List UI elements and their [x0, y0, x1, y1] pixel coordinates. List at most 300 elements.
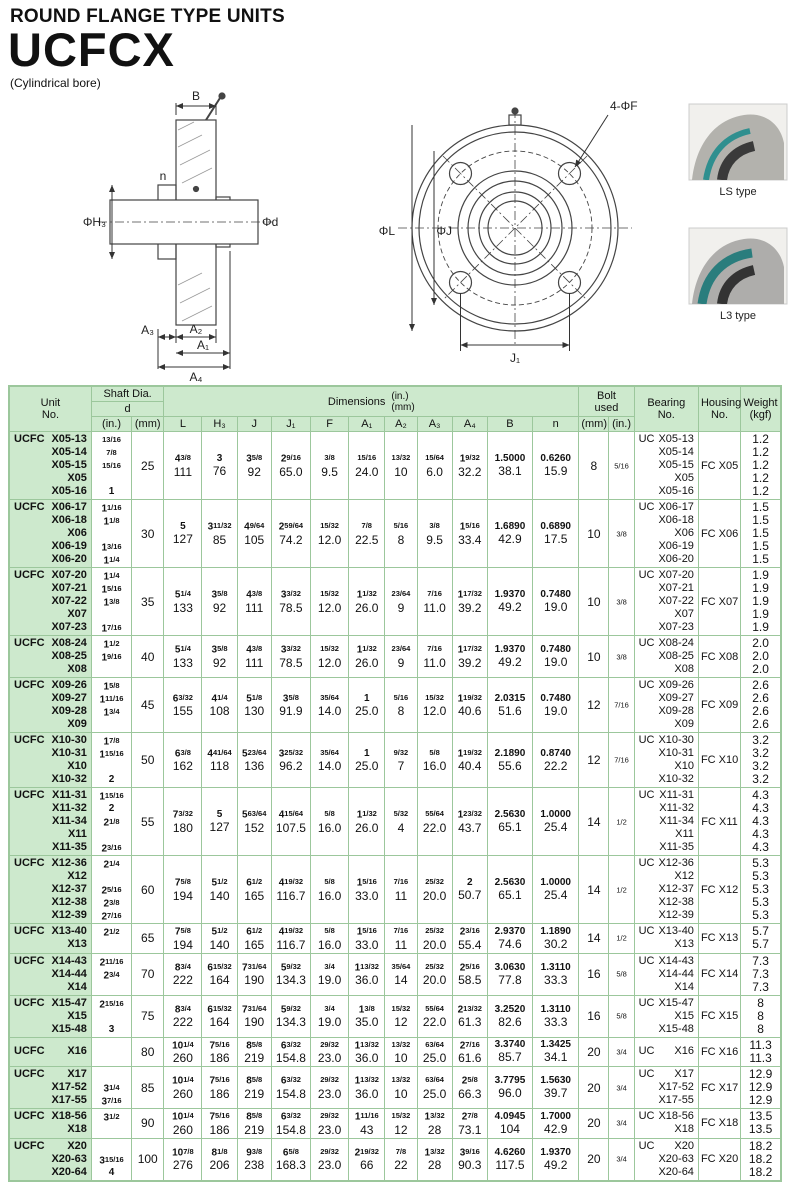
- dim-a3-cell: 3/8 9.5: [417, 500, 452, 568]
- col-header-F: F: [311, 417, 349, 432]
- bearing-no-line: X05-15: [658, 459, 694, 471]
- dim-a4-cell: 39/16 90.3: [452, 1138, 487, 1181]
- dim-b-cell: 2.1890 55.6: [487, 733, 532, 788]
- shaft-dia-in-cell: 13/16 7/8 15/16 1: [91, 432, 131, 500]
- dim-j-cell: 731/64 190: [237, 953, 271, 995]
- housing-no-cell: FC X16: [698, 1037, 740, 1067]
- dim-j-cell: 85/8 219: [237, 1067, 271, 1109]
- bearing-no-line: X17-55: [658, 1094, 694, 1106]
- bolt-in-cell: 7/16: [609, 678, 634, 733]
- dim-j1-cell: 35/8 91.9: [271, 678, 310, 733]
- side-view-drawing: [98, 93, 272, 325]
- dim-j-cell: 61/2 165: [237, 856, 271, 924]
- dim-a1-cell: 15/16 33.0: [349, 924, 385, 954]
- unit-no-cell: [9, 1138, 91, 1181]
- shaft-dia-mm-cell: 85: [132, 1067, 164, 1109]
- bolt-mm-cell: 16: [579, 953, 609, 995]
- bearing-no-line: UC X11-31: [638, 789, 694, 801]
- dim-l-cell: 101/4 260: [164, 1037, 202, 1067]
- bolt-mm-cell: 8: [579, 432, 609, 500]
- dim-a4-cell: 119/32 40.4: [452, 733, 487, 788]
- dim-a4-cell: 19/32 32.2: [452, 432, 487, 500]
- bolt-mm-cell: 10: [579, 500, 609, 568]
- bolt-in-cell: 3/8: [609, 636, 634, 678]
- dim-f-cell: 3/4 19.0: [311, 953, 349, 995]
- bearing-no-line: UC X18-56: [638, 1110, 694, 1123]
- unit-no-line: X12-38: [51, 896, 87, 908]
- col-header-d-mm: (mm): [132, 417, 164, 432]
- dim-f-cell: 29/32 23.0: [311, 1138, 349, 1181]
- dim-a2-cell: 7/16 11: [385, 924, 417, 954]
- unit-no-cell: [9, 995, 91, 1037]
- dim-a1-cell: 11/32 26.0: [349, 788, 385, 856]
- table-row: [9, 924, 781, 954]
- unit-no-line: X07: [67, 608, 87, 620]
- dim-f-cell: 3/4 19.0: [311, 995, 349, 1037]
- bearing-no-cell: [634, 1109, 698, 1139]
- unit-no-line: X11-32: [52, 802, 87, 814]
- bolt-mm-cell: 10: [579, 568, 609, 636]
- dim-h3-cell: 51/2 140: [202, 924, 237, 954]
- dim-label-d: Φd: [262, 215, 279, 229]
- shaft-dia-in-cell: 315/16 4: [91, 1138, 131, 1181]
- dim-l-cell: 5 127: [164, 500, 202, 568]
- bearing-no-cell: [634, 500, 698, 568]
- unit-no-line: X10-32: [51, 773, 87, 785]
- housing-no-cell: FC X07: [698, 568, 740, 636]
- dim-a2-cell: 13/32 10: [385, 432, 417, 500]
- bolt-mm-cell: 16: [579, 995, 609, 1037]
- unit-no-cell: [9, 788, 91, 856]
- dim-j-cell: 51/8 130: [237, 678, 271, 733]
- bearing-no-cell: [634, 1067, 698, 1109]
- unit-no-line: X05-14: [51, 446, 87, 458]
- dim-j-cell: 43/8 111: [237, 568, 271, 636]
- unit-no-line: X13: [67, 938, 87, 951]
- dim-j-cell: 85/8 219: [237, 1109, 271, 1139]
- unit-no-cell: [9, 432, 91, 500]
- unit-no-cell: [9, 636, 91, 678]
- dim-a3-cell: 15/32 12.0: [417, 678, 452, 733]
- dim-b-cell: 1.9370 49.2: [487, 636, 532, 678]
- dim-label-a1: A₁: [196, 338, 210, 352]
- dim-n-cell: 1.3110 33.3: [533, 953, 579, 995]
- col-header-A3: A₃: [417, 417, 452, 432]
- unit-no-cell: [9, 733, 91, 788]
- table-row: [9, 678, 781, 733]
- dim-j1-cell: 29/16 65.0: [271, 432, 310, 500]
- dim-a4-cell: 23/16 55.4: [452, 924, 487, 954]
- bolt-in-cell: 5/8: [609, 953, 634, 995]
- table-row: [9, 1067, 781, 1109]
- bearing-no-line: X10: [674, 760, 694, 772]
- shaft-dia-in-cell: 31/2: [91, 1109, 131, 1139]
- dim-a3-cell: 25/32 20.0: [417, 856, 452, 924]
- col-header-bolt-in: (in.): [609, 417, 634, 432]
- shaft-dia-mm-cell: 60: [132, 856, 164, 924]
- technical-drawings: [0, 85, 790, 385]
- bearing-no-line: X07-21: [658, 582, 694, 594]
- dim-l-cell: 43/8 111: [164, 432, 202, 500]
- dim-n-cell: 0.7480 19.0: [533, 678, 579, 733]
- bearing-no-cell: [634, 953, 698, 995]
- bolt-in-cell: 1/2: [609, 924, 634, 954]
- dim-j-cell: 43/8 111: [237, 636, 271, 678]
- spec-table-body: [9, 432, 781, 1181]
- table-row: [9, 1109, 781, 1139]
- bearing-no-cell: [634, 924, 698, 954]
- table-row: [9, 953, 781, 995]
- weight-cell: 11.3 11.3: [741, 1037, 781, 1067]
- dim-j1-cell: 63/32 154.8: [271, 1037, 310, 1067]
- dim-f-cell: 15/32 12.0: [311, 636, 349, 678]
- col-header-dimensions: Dimensions (in.) (mm): [164, 386, 579, 417]
- bolt-mm-cell: 14: [579, 856, 609, 924]
- dim-j1-cell: 259/64 74.2: [271, 500, 310, 568]
- unit-no-line: X07-22: [51, 595, 87, 607]
- unit-no-line: UCFC X20: [14, 1139, 87, 1152]
- dim-f-cell: 29/32 23.0: [311, 1067, 349, 1109]
- bearing-no-line: X06: [674, 527, 694, 539]
- table-row: [9, 788, 781, 856]
- bearing-no-cell: [634, 568, 698, 636]
- unit-no-line: X14: [67, 980, 87, 993]
- unit-no-cell: [9, 953, 91, 995]
- dim-h3-cell: 51/2 140: [202, 856, 237, 924]
- shaft-dia-mm-cell: 35: [132, 568, 164, 636]
- bolt-in-cell: 3/4: [609, 1138, 634, 1181]
- shaft-dia-mm-cell: 45: [132, 678, 164, 733]
- dim-h3-cell: 35/8 92: [202, 568, 237, 636]
- dim-l-cell: 51/4 133: [164, 636, 202, 678]
- bearing-no-line: X09-28: [658, 705, 694, 717]
- dim-a4-cell: 117/32 39.2: [452, 568, 487, 636]
- unit-no-line: X05: [67, 472, 87, 484]
- unit-no-line: X08: [67, 663, 87, 675]
- bolt-in-cell: 7/16: [609, 733, 634, 788]
- unit-no-line: X06: [67, 527, 87, 539]
- bolt-in-cell: 3/4: [609, 1037, 634, 1067]
- dim-j-cell: 93/8 238: [237, 1138, 271, 1181]
- bolt-mm-cell: 12: [579, 678, 609, 733]
- bearing-no-line: X17-52: [658, 1081, 694, 1093]
- dim-a1-cell: 219/32 66: [349, 1138, 385, 1181]
- col-header-J1: J₁: [271, 417, 310, 432]
- bearing-no-line: X12-38: [658, 896, 694, 908]
- bearing-no-line: X08-25: [658, 650, 694, 662]
- col-header-bearing-no: Bearing No.: [634, 386, 698, 432]
- dim-j-cell: 49/64 105: [237, 500, 271, 568]
- dim-h3-cell: 41/4 108: [202, 678, 237, 733]
- shaft-dia-mm-cell: 30: [132, 500, 164, 568]
- table-row: [9, 995, 781, 1037]
- bearing-no-line: X06-19: [658, 540, 694, 552]
- unit-no-line: X10-31: [51, 747, 87, 759]
- dim-label-b: B: [191, 89, 201, 103]
- bearing-no-line: UC X06-17: [638, 501, 694, 513]
- shaft-dia-mm-cell: 80: [132, 1037, 164, 1067]
- dim-l-cell: 51/4 133: [164, 568, 202, 636]
- bearing-no-line: X05: [674, 472, 694, 484]
- col-header-A2: A₂: [385, 417, 417, 432]
- unit-no-line: X05-15: [51, 459, 87, 471]
- bearing-no-cell: [634, 678, 698, 733]
- col-header-B: B: [487, 417, 532, 432]
- dim-label-a3: A₃: [141, 323, 154, 337]
- unit-no-cell: [9, 1109, 91, 1139]
- dim-a3-cell: 15/64 6.0: [417, 432, 452, 500]
- dim-n-cell: 0.8740 22.2: [533, 733, 579, 788]
- bearing-no-cell: [634, 995, 698, 1037]
- dim-l-cell: 101/4 260: [164, 1067, 202, 1109]
- bearing-no-line: X10-32: [658, 773, 694, 785]
- dim-h3-cell: 35/8 92: [202, 636, 237, 678]
- dim-f-cell: 35/64 14.0: [311, 678, 349, 733]
- shaft-dia-mm-cell: 100: [132, 1138, 164, 1181]
- bearing-no-cell: [634, 636, 698, 678]
- bolt-in-cell: 3/8: [609, 500, 634, 568]
- dim-b-cell: 2.9370 74.6: [487, 924, 532, 954]
- shaft-dia-in-cell: 21/2: [91, 924, 131, 954]
- dim-a1-cell: 15/16 24.0: [349, 432, 385, 500]
- dim-a2-cell: 5/16 8: [385, 678, 417, 733]
- dim-a3-cell: 55/64 22.0: [417, 788, 452, 856]
- shaft-dia-mm-cell: 55: [132, 788, 164, 856]
- bearing-no-cell: [634, 856, 698, 924]
- bearing-no-line: X05-14: [658, 446, 694, 458]
- bearing-no-line: X13: [674, 938, 694, 951]
- dim-b-cell: 3.0630 77.8: [487, 953, 532, 995]
- dim-a4-cell: 123/32 43.7: [452, 788, 487, 856]
- unit-no-cell: [9, 1067, 91, 1109]
- ls-type-caption: LS type: [719, 186, 757, 198]
- bearing-no-line: X06-20: [658, 553, 694, 565]
- page-title: UCFCX: [8, 23, 175, 76]
- unit-no-line: X06-18: [51, 514, 87, 526]
- bolt-in-cell: 1/2: [609, 856, 634, 924]
- bearing-no-line: UC X14-43: [638, 954, 694, 967]
- dim-a2-cell: 13/32 10: [385, 1037, 417, 1067]
- weight-cell: 5.7 5.7: [741, 924, 781, 954]
- col-header-J: J: [237, 417, 271, 432]
- dim-j-cell: 61/2 165: [237, 924, 271, 954]
- dim-j1-cell: 63/32 154.8: [271, 1109, 310, 1139]
- dim-j1-cell: 59/32 134.3: [271, 995, 310, 1037]
- dim-l-cell: 83/4 222: [164, 953, 202, 995]
- shaft-dia-mm-cell: 75: [132, 995, 164, 1037]
- bearing-no-cell: [634, 1037, 698, 1067]
- col-header-unit-no: Unit No.: [9, 386, 91, 432]
- weight-cell: 2.0 2.0 2.0: [741, 636, 781, 678]
- unit-no-line: X08-25: [51, 650, 87, 662]
- dim-a1-cell: 11/32 26.0: [349, 636, 385, 678]
- shaft-dia-mm-cell: 65: [132, 924, 164, 954]
- bearing-no-line: X18: [674, 1123, 694, 1136]
- unit-no-line: X14-44: [51, 967, 87, 980]
- shaft-dia-in-cell: 21/4 25/16 23/8 27/16: [91, 856, 131, 924]
- col-header-A1: A₁: [349, 417, 385, 432]
- dim-label-a2: A₂: [189, 322, 203, 336]
- bearing-no-line: X12-37: [658, 883, 694, 895]
- unit-no-cell: [9, 568, 91, 636]
- bearing-no-line: X10-31: [658, 747, 694, 759]
- bolt-mm-cell: 10: [579, 636, 609, 678]
- col-header-shaft-dia: Shaft Dia.: [91, 386, 163, 402]
- dim-j1-cell: 59/32 134.3: [271, 953, 310, 995]
- housing-no-cell: FC X15: [698, 995, 740, 1037]
- dim-h3-cell: 311/32 85: [202, 500, 237, 568]
- weight-cell: 2.6 2.6 2.6 2.6: [741, 678, 781, 733]
- dim-h3-cell: 615/32 164: [202, 995, 237, 1037]
- bearing-no-line: X20-64: [658, 1165, 694, 1178]
- housing-no-cell: FC X18: [698, 1109, 740, 1139]
- shaft-dia-in-cell: 115/16 2 21/8 23/16: [91, 788, 131, 856]
- dim-a2-cell: 13/32 10: [385, 1067, 417, 1109]
- bolt-mm-cell: 14: [579, 788, 609, 856]
- page-subtitle: (Cylindrical bore): [10, 76, 101, 90]
- bearing-no-line: X07-22: [658, 595, 694, 607]
- col-header-d: d: [91, 402, 163, 417]
- dim-a3-cell: 13/32 28: [417, 1109, 452, 1139]
- dim-a2-cell: 7/8 22: [385, 1138, 417, 1181]
- unit-no-line: X18: [67, 1123, 87, 1136]
- shaft-dia-in-cell: 215/16 3: [91, 995, 131, 1037]
- unit-no-line: UCFC X11-31: [14, 789, 87, 801]
- dim-a1-cell: 15/16 33.0: [349, 856, 385, 924]
- col-header-n: n: [533, 417, 579, 432]
- unit-no-line: X11-35: [52, 841, 87, 853]
- dim-l-cell: 101/4 260: [164, 1109, 202, 1139]
- col-header-L: L: [164, 417, 202, 432]
- shaft-dia-in-cell: 11/16 11/8 13/16 11/4: [91, 500, 131, 568]
- dim-a1-cell: 113/32 36.0: [349, 1037, 385, 1067]
- dim-n-cell: 1.0000 25.4: [533, 856, 579, 924]
- dim-f-cell: 15/32 12.0: [311, 500, 349, 568]
- dim-j1-cell: 33/32 78.5: [271, 636, 310, 678]
- dim-h3-cell: 81/8 206: [202, 1138, 237, 1181]
- unit-no-line: X09: [67, 718, 87, 730]
- dim-a4-cell: 27/8 73.1: [452, 1109, 487, 1139]
- unit-no-line: UCFC X07-20: [14, 569, 87, 581]
- dim-f-cell: 15/32 12.0: [311, 568, 349, 636]
- dim-j1-cell: 415/64 107.5: [271, 788, 310, 856]
- dim-f-cell: 5/8 16.0: [311, 856, 349, 924]
- bolt-in-cell: 5/16: [609, 432, 634, 500]
- dim-n-cell: 0.6890 17.5: [533, 500, 579, 568]
- bearing-no-line: X11: [675, 828, 694, 840]
- bearing-no-line: X14-44: [658, 967, 694, 980]
- dim-a2-cell: 35/64 14: [385, 953, 417, 995]
- unit-no-cell: [9, 678, 91, 733]
- unit-no-line: UCFC X13-40: [14, 925, 87, 938]
- dim-label-phij: ΦJ: [436, 224, 452, 238]
- table-row: [9, 733, 781, 788]
- unit-no-line: X20-64: [51, 1165, 87, 1178]
- shaft-dia-in-cell: 211/16 23/4: [91, 953, 131, 995]
- bearing-no-line: X12: [674, 870, 694, 882]
- dim-h3-cell: 5 127: [202, 788, 237, 856]
- housing-no-cell: FC X17: [698, 1067, 740, 1109]
- dim-n-cell: 1.7000 42.9: [533, 1109, 579, 1139]
- dim-label-a4: A₄: [189, 370, 203, 384]
- unit-no-line: X06-19: [51, 540, 87, 552]
- unit-no-line: X09-28: [51, 705, 87, 717]
- housing-no-cell: FC X11: [698, 788, 740, 856]
- dim-n-cell: 1.9370 49.2: [533, 1138, 579, 1181]
- bearing-no-line: UC X12-36: [638, 857, 694, 869]
- bearing-no-line: UC X05-13: [638, 433, 694, 445]
- unit-no-cell: [9, 856, 91, 924]
- unit-no-line: X15-48: [51, 1022, 87, 1035]
- bearing-no-line: X06-18: [658, 514, 694, 526]
- spec-table: [8, 385, 782, 1182]
- dim-a2-cell: 7/16 11: [385, 856, 417, 924]
- dim-j1-cell: 325/32 96.2: [271, 733, 310, 788]
- dim-a4-cell: 119/32 40.6: [452, 678, 487, 733]
- front-view-drawing: [398, 108, 632, 347]
- dim-a1-cell: 13/8 35.0: [349, 995, 385, 1037]
- table-header: [9, 386, 781, 432]
- dim-a1-cell: 7/8 22.5: [349, 500, 385, 568]
- dim-a4-cell: 25/8 66.3: [452, 1067, 487, 1109]
- dim-n-cell: 1.1890 30.2: [533, 924, 579, 954]
- dim-a3-cell: 7/16 11.0: [417, 636, 452, 678]
- bearing-no-line: X11-35: [659, 841, 694, 853]
- bearing-no-line: UC X08-24: [638, 637, 694, 649]
- dim-b-cell: 1.5000 38.1: [487, 432, 532, 500]
- shaft-dia-mm-cell: 50: [132, 733, 164, 788]
- unit-no-line: X12-37: [51, 883, 87, 895]
- dim-a1-cell: 1 25.0: [349, 733, 385, 788]
- bearing-no-line: X09: [674, 718, 694, 730]
- housing-no-cell: FC X05: [698, 432, 740, 500]
- dim-a2-cell: 15/32 12: [385, 995, 417, 1037]
- dim-h3-cell: 75/16 186: [202, 1037, 237, 1067]
- bearing-no-line: X09-27: [658, 692, 694, 704]
- shaft-dia-in-cell: 11/2 19/16: [91, 636, 131, 678]
- unit-no-line: X17-55: [51, 1094, 87, 1106]
- dim-j1-cell: 419/32 116.7: [271, 856, 310, 924]
- col-header-A4: A₄: [452, 417, 487, 432]
- dim-b-cell: 3.7795 96.0: [487, 1067, 532, 1109]
- weight-cell: 12.9 12.9 12.9: [741, 1067, 781, 1109]
- dim-a3-cell: 63/64 25.0: [417, 1067, 452, 1109]
- category-title: ROUND FLANGE TYPE UNITS: [10, 6, 285, 27]
- bolt-mm-cell: 14: [579, 924, 609, 954]
- housing-no-cell: FC X09: [698, 678, 740, 733]
- bolt-in-cell: 3/4: [609, 1067, 634, 1109]
- dim-label-h3: ΦH₃: [82, 215, 106, 229]
- dim-a2-cell: 5/16 8: [385, 500, 417, 568]
- bearing-no-cell: [634, 1138, 698, 1181]
- dim-l-cell: 63/32 155: [164, 678, 202, 733]
- unit-no-line: X06-20: [51, 553, 87, 565]
- bearing-no-line: UC X09-26: [638, 679, 694, 691]
- dim-j1-cell: 419/32 116.7: [271, 924, 310, 954]
- dim-n-cell: 0.7480 19.0: [533, 568, 579, 636]
- l3-type-photo: [689, 228, 787, 304]
- dim-a3-cell: 25/32 20.0: [417, 953, 452, 995]
- dim-a3-cell: 13/32 28: [417, 1138, 452, 1181]
- dim-a3-cell: 7/16 11.0: [417, 568, 452, 636]
- dim-b-cell: 3.2520 82.6: [487, 995, 532, 1037]
- dim-a4-cell: 27/16 61.6: [452, 1037, 487, 1067]
- col-header-weight: Weight (kgf): [741, 386, 781, 432]
- bearing-no-cell: [634, 432, 698, 500]
- unit-no-line: X07-23: [51, 621, 87, 633]
- housing-no-cell: FC X06: [698, 500, 740, 568]
- dim-h3-cell: 75/16 186: [202, 1109, 237, 1139]
